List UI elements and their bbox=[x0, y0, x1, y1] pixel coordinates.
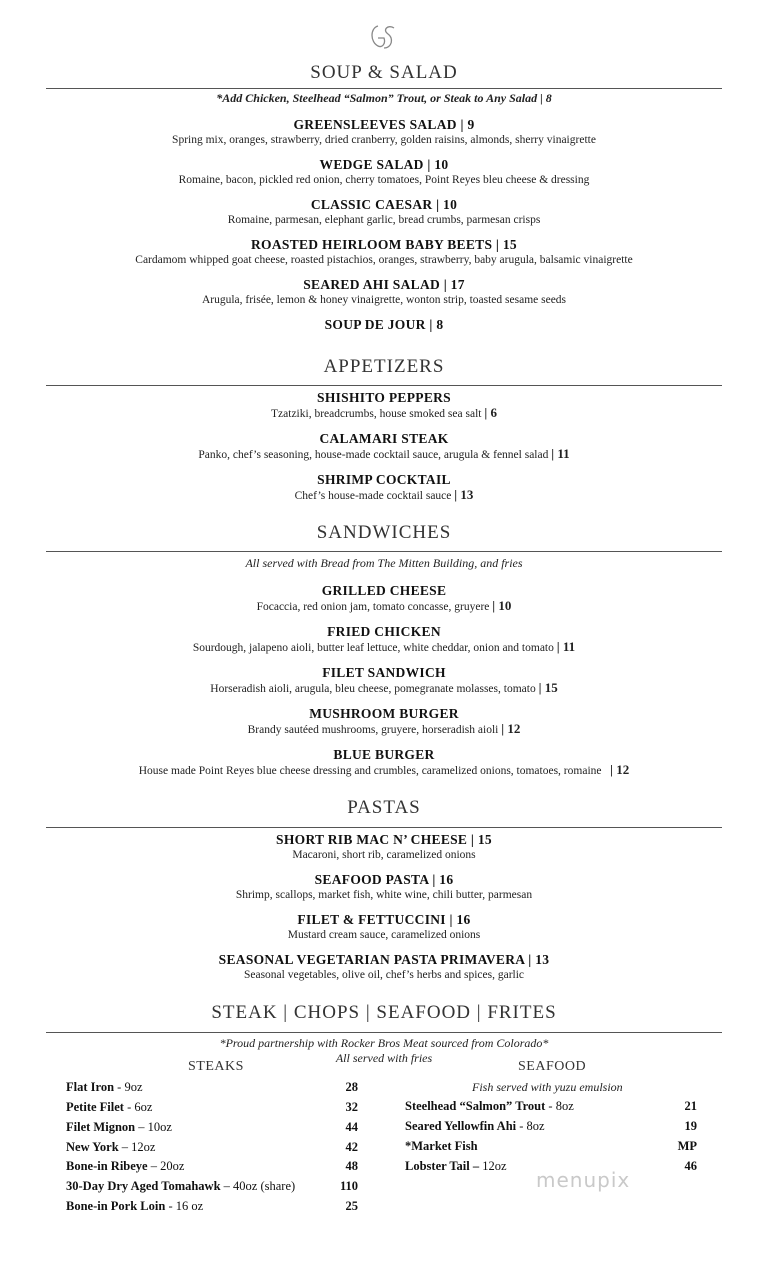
steak-name: Petite Filet bbox=[66, 1100, 124, 1114]
item-desc: Romaine, parmesan, elephant garlic, bread crumbs, parmesan crisps bbox=[227, 214, 541, 226]
item-desc-text: Sourdough, jalapeno aioli, butter leaf lettuce, white cheddar, onion and tomato bbox=[192, 642, 554, 654]
item-price: | 10 bbox=[492, 598, 512, 613]
steak-row bbox=[66, 1080, 358, 1098]
steak-row bbox=[66, 1140, 358, 1158]
gs-logo bbox=[364, 20, 404, 54]
steak-name: Filet Mignon bbox=[66, 1120, 136, 1134]
steak-name: Bone-in Pork Loin bbox=[66, 1199, 166, 1213]
item-desc bbox=[0, 447, 768, 462]
menu-item bbox=[0, 582, 768, 614]
item-desc-text: Panko, chef’s seasoning, house-made cocktail sauce, arugula & fennel salad bbox=[198, 449, 549, 461]
item-name: MUSHROOM BURGER bbox=[309, 706, 459, 721]
item-desc bbox=[0, 599, 768, 614]
item-name: SOUP DE JOUR | 8 bbox=[324, 317, 444, 332]
steak-size: – 10oz bbox=[135, 1120, 172, 1134]
item-desc-text: Horseradish aioli, arugula, bleu cheese, pomegranate molasses, tomato bbox=[210, 683, 536, 695]
steak-row bbox=[66, 1120, 358, 1138]
seafood-price: 19 bbox=[684, 1119, 697, 1133]
steak-price: 48 bbox=[345, 1159, 358, 1173]
steak-price: 25 bbox=[345, 1199, 358, 1213]
steak-name: Bone-in Ribeye bbox=[66, 1159, 148, 1173]
menu-item bbox=[0, 316, 768, 333]
seafood-row bbox=[405, 1119, 697, 1137]
item-desc-text: Brandy sautéed mushrooms, gruyere, horseradish aioli bbox=[247, 724, 499, 736]
seafood-heading: SEAFOOD bbox=[518, 1059, 587, 1074]
menu-item bbox=[0, 911, 768, 942]
menu-item bbox=[0, 746, 768, 778]
item-name: SEAFOOD PASTA | 16 bbox=[314, 872, 454, 887]
seafood-price: MP bbox=[677, 1139, 697, 1153]
item-name: SHRIMP COCKTAIL bbox=[317, 472, 451, 487]
item-desc-text: Tzatziki, breadcrumbs, house smoked sea salt bbox=[271, 408, 482, 420]
item-desc bbox=[0, 722, 768, 737]
steak-name: 30-Day Dry Aged Tomahawk bbox=[66, 1179, 221, 1193]
section-title-pastas: PASTAS bbox=[347, 797, 421, 818]
steak-row bbox=[66, 1159, 358, 1177]
item-desc-text: House made Point Reyes blue cheese dressing and crumbles, caramelized onions, tomatoes, romaine bbox=[138, 765, 602, 777]
item-desc: Cardamom whipped goat cheese, roasted pistachios, oranges, strawberry, baby arugula, balsamic vinaigrette bbox=[135, 254, 633, 266]
item-name: FRIED CHICKEN bbox=[327, 624, 441, 639]
menu-item bbox=[0, 196, 768, 227]
section-title-steak: STEAK | CHOPS | SEAFOOD | FRITES bbox=[211, 1002, 557, 1023]
item-desc-text: Chef’s house-made cocktail sauce bbox=[294, 490, 452, 502]
steak-name: New York bbox=[66, 1140, 119, 1154]
fries-note: All served with fries bbox=[335, 1051, 433, 1065]
item-name: SHISHITO PEPPERS bbox=[317, 390, 451, 405]
menu-item bbox=[0, 236, 768, 267]
item-price: | 13 bbox=[454, 487, 474, 502]
steak-size: – 40oz (share) bbox=[220, 1179, 296, 1193]
steak-price: 44 bbox=[345, 1120, 358, 1134]
divider bbox=[46, 827, 722, 828]
steak-price: 42 bbox=[345, 1140, 358, 1154]
section-title-appetizers: APPETIZERS bbox=[323, 356, 445, 377]
steak-size: - 6oz bbox=[123, 1100, 153, 1114]
item-desc: Shrimp, scallops, market fish, white wine, chili butter, parmesan bbox=[235, 889, 533, 901]
item-name: FILET SANDWICH bbox=[322, 665, 446, 680]
steak-row bbox=[66, 1100, 358, 1118]
menu-item bbox=[0, 623, 768, 655]
item-desc: Seasonal vegetables, olive oil, chef’s herbs and spices, garlic bbox=[243, 969, 525, 981]
menu-item bbox=[0, 389, 768, 421]
divider bbox=[46, 551, 722, 552]
steak-size: – 20oz bbox=[147, 1159, 185, 1173]
item-desc bbox=[0, 406, 768, 421]
seafood-note: Fish served with yuzu emulsion bbox=[472, 1080, 623, 1094]
item-price: | 12 bbox=[610, 762, 630, 777]
steak-size: – 12oz bbox=[118, 1140, 156, 1154]
seafood-name: Steelhead “Salmon” Trout bbox=[405, 1099, 546, 1113]
item-price: | 11 bbox=[551, 446, 570, 461]
item-name: SEARED AHI SALAD | 17 bbox=[303, 277, 465, 292]
item-desc-text: Focaccia, red onion jam, tomato concasse, gruyere bbox=[256, 601, 490, 613]
item-name: BLUE BURGER bbox=[333, 747, 435, 762]
item-name: CLASSIC CAESAR | 10 bbox=[310, 197, 458, 212]
item-desc: Romaine, bacon, pickled red onion, cherry tomatoes, Point Reyes bleu cheese & dressing bbox=[178, 174, 590, 186]
item-name: GRILLED CHEESE bbox=[321, 583, 447, 598]
item-price: | 12 bbox=[501, 721, 521, 736]
seafood-row bbox=[405, 1139, 697, 1157]
divider bbox=[46, 88, 722, 89]
item-desc bbox=[0, 681, 768, 696]
steak-price: 110 bbox=[339, 1179, 358, 1193]
steak-price: 28 bbox=[345, 1080, 358, 1094]
divider bbox=[46, 1032, 722, 1033]
divider bbox=[46, 385, 722, 386]
item-name: CALAMARI STEAK bbox=[319, 431, 449, 446]
salad-addon-note: *Add Chicken, Steelhead “Salmon” Trout, or Steak to Any Salad | 8 bbox=[216, 91, 552, 105]
item-price: | 11 bbox=[556, 639, 576, 654]
menu-item bbox=[0, 471, 768, 503]
item-name: ROASTED HEIRLOOM BABY BEETS | 15 bbox=[250, 237, 517, 252]
seafood-name: Seared Yellowfin Ahi bbox=[405, 1119, 517, 1133]
section-title-sandwiches: SANDWICHES bbox=[316, 522, 452, 543]
seafood-name: Lobster Tail – bbox=[405, 1159, 480, 1173]
item-name: GREENSLEEVES SALAD | 9 bbox=[293, 117, 475, 132]
seafood-price: 21 bbox=[684, 1099, 697, 1113]
menu-item bbox=[0, 705, 768, 737]
item-price: | 15 bbox=[538, 680, 558, 695]
steak-row bbox=[66, 1199, 358, 1217]
item-name: FILET & FETTUCCINI | 16 bbox=[297, 912, 471, 927]
item-desc bbox=[0, 488, 768, 503]
item-desc bbox=[0, 763, 768, 778]
steak-price: 32 bbox=[345, 1100, 358, 1114]
seafood-size: - 8oz bbox=[545, 1099, 574, 1113]
menu-item bbox=[0, 430, 768, 462]
menu-item bbox=[0, 831, 768, 862]
item-name: SEASONAL VEGETARIAN PASTA PRIMAVERA | 13 bbox=[218, 952, 550, 967]
item-desc: Arugula, frisée, lemon & honey vinaigrette, wonton strip, toasted sesame seeds bbox=[201, 294, 567, 306]
partnership-note: *Proud partnership with Rocker Bros Meat sourced from Colorado* bbox=[219, 1036, 549, 1050]
item-desc: Macaroni, short rib, caramelized onions bbox=[292, 849, 476, 861]
item-desc: Mustard cream sauce, caramelized onions bbox=[287, 929, 481, 941]
item-name: WEDGE SALAD | 10 bbox=[319, 157, 449, 172]
steak-size: - 9oz bbox=[114, 1080, 143, 1094]
sandwiches-note: All served with Bread from The Mitten Building, and fries bbox=[245, 556, 523, 570]
menu-item bbox=[0, 276, 768, 307]
seafood-size: - 8oz bbox=[516, 1119, 545, 1133]
seafood-size: 12oz bbox=[479, 1159, 507, 1173]
steak-row bbox=[66, 1179, 358, 1197]
item-desc: Spring mix, oranges, strawberry, dried cranberry, golden raisins, almonds, sherry vinaigrette bbox=[172, 134, 596, 146]
menu-item bbox=[0, 664, 768, 696]
seafood-row bbox=[405, 1099, 697, 1117]
seafood-price: 46 bbox=[684, 1159, 697, 1173]
menu-item bbox=[0, 116, 768, 147]
steak-size: - 16 oz bbox=[165, 1199, 204, 1213]
menu-item bbox=[0, 871, 768, 902]
seafood-name: *Market Fish bbox=[405, 1139, 478, 1153]
section-title-soup-salad: SOUP & SALAD bbox=[310, 62, 458, 83]
item-name: SHORT RIB MAC N’ CHEESE | 15 bbox=[276, 832, 492, 847]
steaks-heading: STEAKS bbox=[188, 1059, 244, 1074]
menu-item bbox=[0, 951, 768, 982]
menupix-watermark: menupix bbox=[536, 1168, 631, 1192]
item-price: | 6 bbox=[484, 405, 497, 420]
menu-item bbox=[0, 156, 768, 187]
item-desc bbox=[0, 640, 768, 655]
steak-name: Flat Iron bbox=[66, 1080, 115, 1094]
